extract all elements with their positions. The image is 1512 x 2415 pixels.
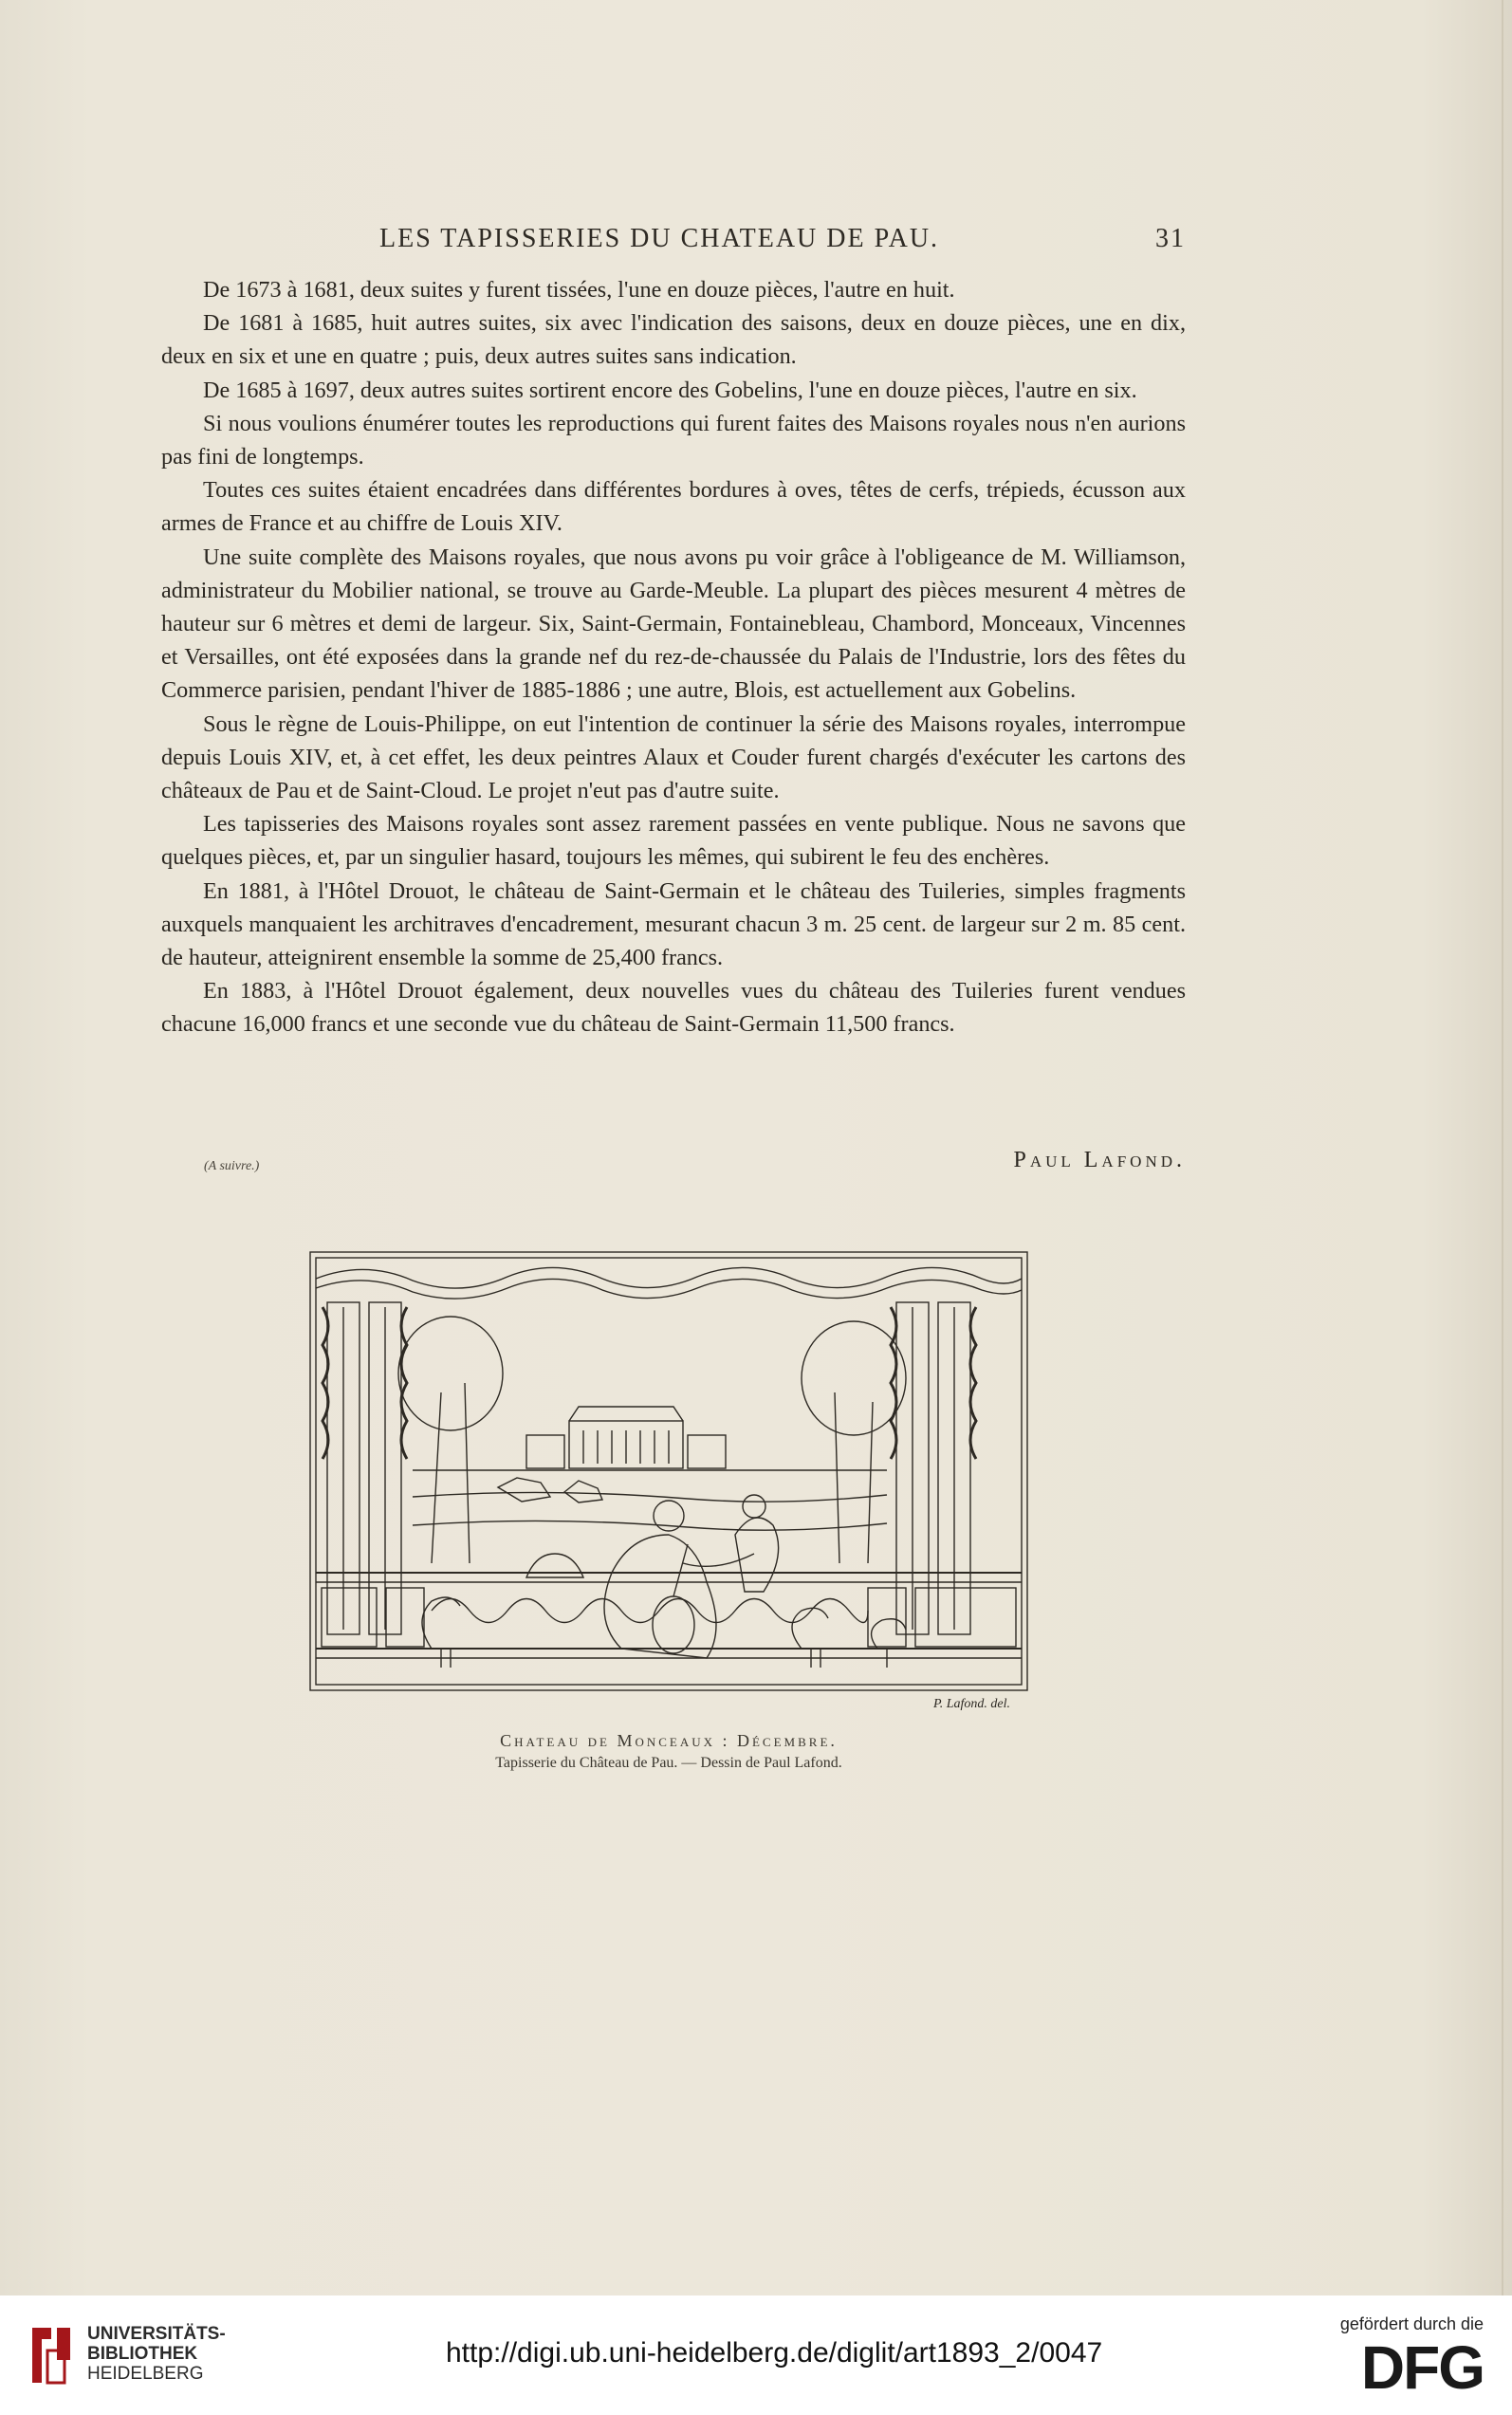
paragraph: De 1681 à 1685, huit autres suites, six avec l'indication des saisons, deux en douze pièces, une en dix, deux en six et une en quatre ; puis, deux autres suites sans indication. [161,310,1186,370]
university-logo-icon [28,2322,74,2388]
article-body [161,273,1186,1042]
paragraph: En 1883, à l'Hôtel Drouot également, deux nouvelles vues du château des Tuileries furent vendues chacune 16,000 francs et une seconde vue du château de Saint-Germain 11,500 francs. [161,978,1186,1038]
paragraph: De 1673 à 1681, deux suites y furent tissées, l'une en douze pièces, l'autre en huit. [203,277,955,303]
paragraph: Sous le règne de Louis-Philippe, on eut l'intention de continuer la série des Maisons royales, interrompue depuis Louis XIV, et, à cet effet, les deux peintres Alaux et Couder furent chargés d'exécuter les cartons des châteaux de Pau et de Saint-Cloud. Le projet n'eut pas d'autre suite. [161,710,1186,804]
figure-caption [308,1731,1029,1772]
university-name-line: BIBLIOTHEK [87,2344,198,2364]
paragraph: Une suite complète des Maisons royales, que nous avons pu voir grâce à l'obligeance de M. Williamson, administrateur du Mobilier national, se trouve au Garde-Meuble. La plupart des pièces mesurent 4 mètres de hauteur sur 6 mètres et demi de largeur. Six, Saint-Germain, Fontainebleau, Chambord, Monceaux, Vincennes et Versailles, ont été exposées dans la grande nef du rez-de-chaussée du Palais de l'Industrie, lors des fêtes du Commerce parisien, pendant l'hiver de 1885-1886 ; une autre, Blois, est actuellement aux Gobelins. [161,544,1186,704]
paragraph: De 1685 à 1697, deux autres suites sortirent encore des Gobelins, l'une en douze pièces, l'autre en six. [203,377,1137,403]
funding-credit [1339,2314,1484,2402]
caption-credit: Tapisserie du Château de Pau. — Dessin de Paul Lafond. [495,1755,842,1771]
university-name-line: HEIDELBERG [87,2364,204,2384]
artist-signature: P. Lafond. del. [932,1697,1010,1711]
paragraph: Les tapisseries des Maisons royales sont assez rarement passées en vente publique. Nous ne savons que quelques pièces, et, par un singulier hasard, toujours les mêmes, qui subirent le feu des enchères. [161,811,1186,871]
university-name [87,2324,226,2384]
engraving-drawing [308,1250,1029,1715]
dfg-logo: DFG [1360,2333,1484,2402]
paragraph: En 1881, à l'Hôtel Drouot, le château de Saint-Germain et le château des Tuileries, simples fragments auxquels manquaient les architraves d'encadrement, mesurant chacun 3 m. 25 cent. de largeur sur 2 m. 85 cent. de hauteur, atteignirent ensemble la somme de 25,400 francs. [161,877,1186,971]
digitization-footer [0,2295,1512,2415]
signature-row [161,1148,1186,1186]
caption-title: Chateau de Monceaux : Décembre. [500,1731,838,1750]
paragraph: Toutes ces suites étaient encadrées dans différentes bordures à oves, têtes de cerfs, trépieds, écusson aux armes de France et au chiffre de Louis XIV. [161,477,1186,537]
author-name: Paul Lafond. [1013,1148,1186,1172]
page-edge [1502,0,1503,2295]
paragraph: Si nous voulions énumérer toutes les reproductions qui furent faites des Maisons royales nous n'en aurions pas fini de longtemps. [161,410,1186,470]
page-number: 31 [1155,224,1186,253]
university-name-line: UNIVERSITÄTS- [87,2324,226,2344]
to-be-continued-note: (A suivre.) [204,1159,260,1173]
permalink-url[interactable]: http://digi.ub.uni-heidelberg.de/diglit/art1893_2/0047 [446,2337,1103,2369]
tapestry-illustration [308,1250,1029,1715]
running-head-title: LES TAPISSERIES DU CHATEAU DE PAU. [379,224,940,253]
funded-by-text: gefördert durch die [1339,2314,1484,2333]
